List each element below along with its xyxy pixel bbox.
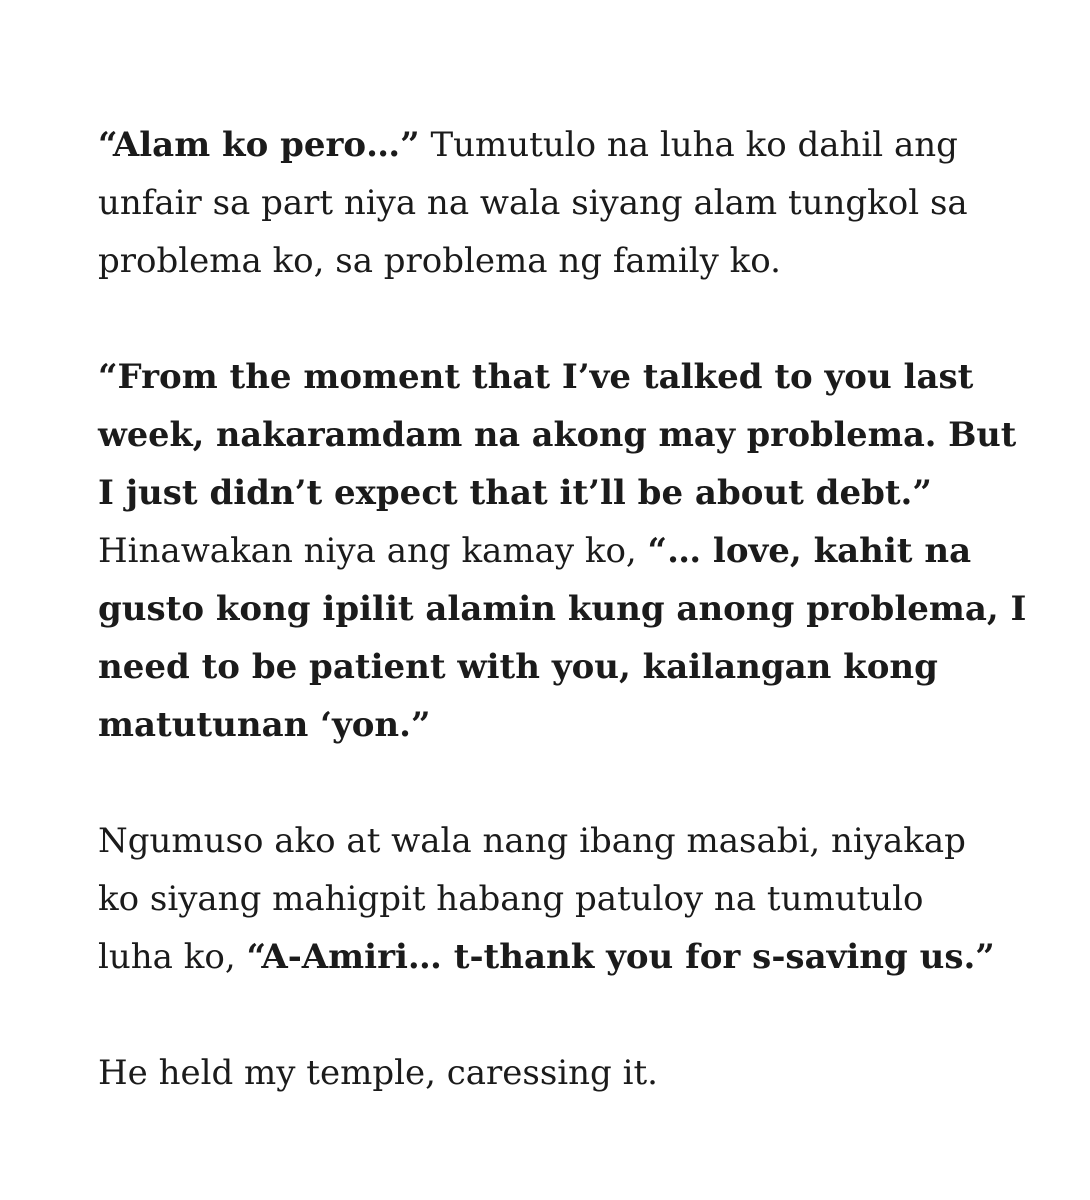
dialogue-text: “A-Amiri… t-thank you for s-saving us.”: [246, 937, 995, 977]
paragraph-2: [98, 348, 1027, 754]
story-page: [98, 116, 1027, 1160]
paragraph-1: [98, 116, 998, 290]
narration-text: Ngumuso ako at wala nang ibang masabi, niyakap: [98, 821, 966, 861]
narration-text: Hinawakan niya ang kamay ko,: [98, 531, 648, 571]
text-line: [98, 696, 998, 754]
text-line: [98, 232, 998, 290]
dialogue-text: matutunan ‘yon.”: [98, 705, 431, 745]
text-line: [98, 812, 998, 870]
dialogue-text: “… love, kahit na: [647, 531, 972, 571]
paragraph-3: [98, 812, 998, 986]
narration-text: unfair sa part niya na wala siyang alam tungkol sa: [98, 183, 968, 223]
text-line: [98, 464, 998, 522]
text-line: [98, 870, 998, 928]
text-line: [98, 116, 998, 174]
narration-text: problema ko, sa problema ng family ko.: [98, 241, 781, 281]
dialogue-text: need to be patient with you, kailangan kong: [98, 647, 938, 687]
text-line: [98, 638, 998, 696]
dialogue-text: “From the moment that I’ve talked to you last: [98, 357, 974, 397]
text-line: [98, 174, 998, 232]
text-line: [98, 406, 1017, 464]
dialogue-text: gusto kong ipilit alamin kung anong problema, I: [98, 589, 1027, 629]
narration-text: luha ko,: [98, 937, 247, 977]
narration-text: ko siyang mahigpit habang patuloy na tumutulo: [98, 879, 924, 919]
text-line: [98, 522, 998, 580]
text-line: [98, 348, 998, 406]
text-line: [98, 1044, 998, 1102]
dialogue-text: “Alam ko pero…”: [98, 125, 420, 165]
text-line: [98, 928, 998, 986]
narration-text: He held my temple, caressing it.: [98, 1053, 658, 1093]
narration-text: Tumutulo na luha ko dahil ang: [419, 125, 958, 165]
dialogue-text: I just didn’t expect that it’ll be about debt.”: [98, 473, 932, 513]
dialogue-text: week, nakaramdam na akong may problema. But: [98, 415, 1017, 454]
text-line: [98, 580, 1027, 638]
paragraph-4: [98, 1044, 998, 1102]
